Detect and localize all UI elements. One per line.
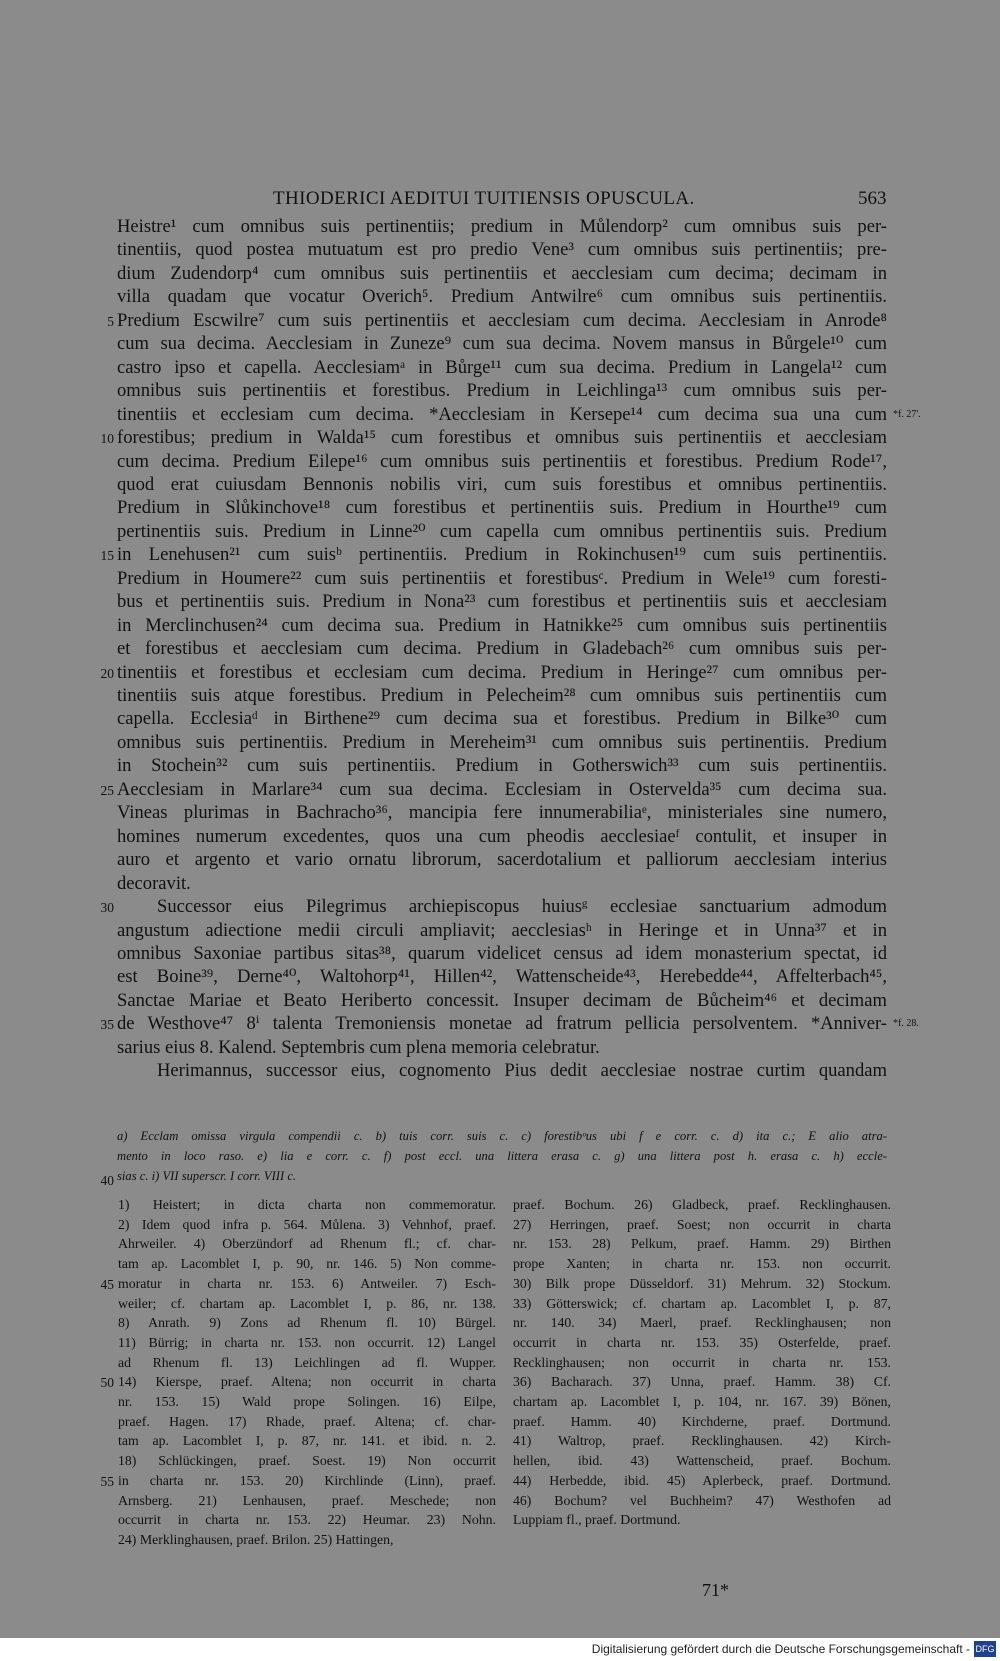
line-number: 35: [100, 1017, 114, 1033]
text-line: [0, 966, 1000, 989]
line-text: et forestibus et aecclesiam cum decima. Predium in Gladebach²⁶ cum omnibus suis per-: [117, 638, 887, 660]
text-line: [0, 263, 1000, 286]
line-text: Sanctae Mariae et Beato Heriberto concessit. Insuper decimam de Bůcheim⁴⁶ et decimam: [117, 989, 887, 1011]
line-text: villa quadam que vocatur Overich⁵. Predium Antwilre⁶ cum omnibus suis pertinentiis.: [117, 286, 887, 308]
line-text: angustum adiectione medii circuli ampliavit; aecclesiasʰ in Heringe et in Unna³⁷ et in: [117, 919, 887, 941]
footnote-line-right: [0, 1453, 1000, 1472]
line-text: sarius eius 8. Kalend. Septembris cum plena memoria celebratur.: [117, 1036, 600, 1058]
text-line: [0, 849, 1000, 872]
running-title: THIODERICI AEDITUI TUITIENSIS OPUSCULA.: [273, 188, 695, 209]
footnote-text: Arnsberg. 21) Lenhausen, praef. Meschede; non: [118, 1492, 496, 1508]
critical-note-text: mento in loco raso. e) lia e corr. c. f) post eccl. una littera erasa c. g) una littera post h. erasa c. h) eccle-: [117, 1149, 887, 1163]
footnote-line-right: [0, 1236, 1000, 1255]
text-line: [0, 380, 1000, 403]
footnote-text: 27) Herringen, praef. Soest; non occurrit in charta: [513, 1216, 891, 1232]
line-text: tinentiis, quod postea mutuatum est pro predio Vene³ cum omnibus suis pertinentiis; pre-: [117, 239, 887, 261]
line-text: in Stochein³² cum suis pertinentiis. Predium in Gotherswich³³ cum suis pertinentiis.: [117, 755, 887, 777]
text-line: [0, 1060, 1000, 1083]
text-line: [0, 521, 1000, 544]
line-text: pertinentiis suis. Predium in Linne²⁰ cum capella cum omnibus pertinentiis suis. Predium: [117, 520, 887, 542]
text-line: [0, 873, 1000, 896]
footnote-text: moratur in charta nr. 153. 6) Antweiler. 7) Esch-: [118, 1275, 496, 1291]
text-line: [0, 451, 1000, 474]
line-text: quod erat cuiusdam Bennonis nobilis viri, cum suis forestibus et omnibus pertinentiis.: [117, 473, 887, 495]
footnote-line-right: [0, 1473, 1000, 1492]
line-text: Vineas plurimas in Bachracho³⁶, mancipia fere innumerabiliaᵉ, ministeriales sine numero,: [117, 802, 887, 824]
footnote-text: Ahrweiler. 4) Oberzündorf ad Rhenum fl.; cf. char-: [118, 1236, 496, 1252]
footnote-text: 44) Herbedde, ibid. 45) Aplerbeck, praef. Dortmund.: [513, 1472, 891, 1488]
critical-note-line: [0, 1129, 1000, 1149]
dfg-logo: DFG: [974, 1641, 996, 1657]
footnote-text: occurrit in charta nr. 153. 35) Osterfelde, praef.: [513, 1334, 891, 1350]
text-line: [0, 333, 1000, 356]
text-line: [0, 732, 1000, 755]
line-text: dium Zudendorp⁴ cum omnibus suis pertinentiis et aecclesiam cum decima; decimam in: [117, 262, 887, 284]
footnote-line-right: [0, 1315, 1000, 1334]
text-line: [0, 216, 1000, 239]
footnote-text: nr. 153. 15) Wald prope Solingen. 16) Eilpe,: [118, 1394, 496, 1409]
footnote-text: 33) Götterswick; cf. chartam ap. Lacomblet I, p. 87,: [513, 1295, 891, 1311]
footnote-text: 46) Bochum? vel Buchheim? 47) Westhofen ad: [513, 1492, 891, 1508]
page-number: 563: [858, 188, 887, 209]
footnote-line-right: [0, 1296, 1000, 1315]
line-text: Aecclesiam in Marlare³⁴ cum sua decima. Ecclesiam in Ostervelda³⁵ cum decima sua.: [117, 778, 887, 800]
line-text: Predium Escwilre⁷ cum suis pertinentiis et aecclesiam cum decima. Aecclesiam in Anrode⁸: [117, 309, 887, 331]
footnote-text: chartam ap. Lacomblet I, p. 104, nr. 167. 39) Bönen,: [513, 1394, 891, 1409]
footnote-line-right: [0, 1276, 1000, 1295]
footer-bar: [0, 1638, 1000, 1661]
line-text: castro ipso et capella. Aecclesiamᵃ in Bůrge¹¹ cum sua decima. Predium in Langela¹² cum: [117, 356, 887, 378]
line-text: decoravit.: [117, 872, 191, 894]
line-text: omnibus suis pertinentiis. Predium in Mereheim³¹ cum omnibus suis pertinentiis. Predium: [117, 731, 887, 753]
text-line: [0, 779, 1000, 802]
line-text: Heistre¹ cum omnibus suis pertinentiis; predium in Můlendorp² cum omnibus suis per-: [117, 216, 887, 237]
critical-note-line: [0, 1149, 1000, 1169]
line-text: Herimannus, successor eius, cognomento Pius dedit aecclesiae nostrae curtim quandam: [157, 1060, 887, 1082]
line-text: tinentiis et ecclesiam cum decima. *Aecclesiam in Kersepe¹⁴ cum decima sua una cum: [117, 403, 887, 425]
line-text: tinentiis et forestibus et ecclesiam cum decima. Predium in Heringe²⁷ cum omnibus per-: [117, 661, 887, 683]
footnote-text: tam ap. Lacomblet I, p. 90, nr. 146. 5) Non comme-: [118, 1256, 496, 1272]
footnote-text: praef. Hagen. 17) Rhade, praef. Altena; cf. char-: [118, 1413, 496, 1429]
folio-margin-note: *f. 27'.: [893, 408, 921, 420]
line-text: de Westhove⁴⁷ 8ⁱ talenta Tremoniensis monetae ad fratrum pellicia persolventem. *Anniver-: [117, 1013, 887, 1035]
critical-note-text: a) Ecclam omissa virgula compendii c. b) tuis corr. suis c. c) forestibᵒus ubi f e corr. c. d) ita c.; E alio atra-: [117, 1129, 887, 1143]
line-number: 45: [100, 1276, 114, 1292]
text-line: [0, 943, 1000, 966]
signature-mark: 71*: [702, 1580, 729, 1600]
text-line: [0, 990, 1000, 1013]
footnote-line-right: [0, 1512, 1000, 1531]
page-header: [0, 188, 1000, 218]
text-line: [0, 357, 1000, 380]
text-line: [0, 591, 1000, 614]
footnote-text: 2) Idem quod infra p. 564. Můlena. 3) Vehnhof, praef.: [118, 1216, 496, 1232]
text-line: [0, 310, 1000, 333]
footnote-line-right: [0, 1355, 1000, 1374]
footnote-line-right: [0, 1493, 1000, 1512]
text-line: [0, 474, 1000, 497]
footnote-text: weiler; cf. chartam ap. Lacomblet I, p. 86, nr. 138.: [118, 1295, 496, 1311]
text-line: [0, 1037, 1000, 1060]
critical-note-text: sias c. i) VII superscr. I corr. VIII c.: [117, 1169, 297, 1183]
footnote-text: occurrit in charta nr. 153. 22) Heumar. 23) Nohn.: [118, 1512, 496, 1528]
footnote-text: Recklinghausen; non occurrit in charta nr. 153.: [513, 1354, 891, 1370]
footnote-line-right: [0, 1256, 1000, 1275]
footnote-text: 24) Merklinghausen, praef. Brilon. 25) Hattingen,: [118, 1531, 394, 1547]
line-text: capella. Ecclesiaᵈ in Birthene²⁹ cum decima sua et forestibus. Predium in Bilke³⁰ cum: [117, 708, 887, 730]
footnote-text: in charta nr. 153. 20) Kirchlinde (Linn), praef.: [118, 1472, 496, 1488]
text-line: [0, 802, 1000, 825]
footnote-text: tam ap. Lacomblet I, p. 87, nr. 141. et ibid. n. 2.: [118, 1433, 496, 1449]
line-text: cum decima. Predium Eilepe¹⁶ cum omnibus suis pertinentiis et forestibus. Predium Rode¹⁷,: [117, 450, 887, 472]
footnote-text: nr. 153. 28) Pelkum, praef. Hamm. 29) Birthen: [513, 1236, 891, 1252]
footnote-text: ad Rhenum fl. 13) Leichlingen ad fl. Wupper.: [118, 1354, 496, 1370]
footnote-text: nr. 140. 34) Maerl, praef. Recklinghausen; non: [513, 1315, 891, 1331]
text-line: [0, 427, 1000, 450]
footnote-text: praef. Hamm. 40) Kirchderne, praef. Dortmund.: [513, 1413, 891, 1429]
line-text: in Merclinchusen²⁴ cum decima sua. Predium in Hatnikke²⁵ cum omnibus suis pertinentiis: [117, 614, 887, 636]
footnote-line-right: [0, 1197, 1000, 1216]
footnote-line-right: [0, 1217, 1000, 1236]
line-text: in Lenehusen²¹ cum suisᵇ pertinentiis. Predium in Rokinchusen¹⁹ cum suis pertinentiis.: [117, 544, 887, 566]
text-line: [0, 568, 1000, 591]
text-line: [0, 497, 1000, 520]
text-line: [0, 708, 1000, 731]
line-number: 50: [100, 1375, 114, 1391]
line-number: 55: [100, 1473, 114, 1489]
line-text: Successor eius Pilegrimus archiepiscopus huiusᵍ ecclesiae sanctuarium admodum: [157, 896, 887, 918]
line-text: omnibus Saxoniae partibus sitas³⁸, quarum videlicet census ad idem monasterium spectat, id: [117, 942, 887, 964]
line-number: 40: [100, 1173, 114, 1188]
text-line: [0, 826, 1000, 849]
footnote-text: hellen, ibid. 43) Wattenscheid, praef. Bochum.: [513, 1453, 891, 1469]
line-text: tinentiis suis atque forestibus. Predium in Pelecheim²⁸ cum omnibus suis pertinentiis cum: [117, 685, 887, 706]
footnote-line-right: [0, 1394, 1000, 1413]
text-line: [0, 685, 1000, 708]
footnote-line-right: [0, 1433, 1000, 1452]
text-line: [0, 1013, 1000, 1036]
footnote-line-right: [0, 1335, 1000, 1354]
footnote-line-right: [0, 1414, 1000, 1433]
line-number: 10: [100, 431, 114, 447]
footnote-text: prope Xanten; in charta nr. 153. non occurrit.: [513, 1256, 891, 1272]
line-text: omnibus suis pertinentiis et forestibus. Predium in Leichlinga¹³ cum omnibus suis per-: [117, 380, 887, 402]
footnote-text: 1) Heistert; in dicta charta non commemoratur.: [118, 1197, 496, 1212]
line-text: forestibus; predium in Walda¹⁵ cum forestibus et omnibus suis pertinentiis et aecclesiam: [117, 427, 887, 449]
text-line: [0, 638, 1000, 661]
folio-margin-note: *f. 28.: [893, 1018, 919, 1030]
footnote-text: 8) Anrath. 9) Zons ad Rhenum fl. 10) Bürgel.: [118, 1315, 496, 1331]
text-line: [0, 896, 1000, 919]
line-text: Predium in Houmere²² cum suis pertinentiis et forestibusᶜ. Predium in Wele¹⁹ cum foresti-: [117, 567, 887, 589]
footnote-text: 18) Schlückingen, praef. Soest. 19) Non occurrit: [118, 1453, 496, 1469]
line-number: 5: [107, 313, 114, 329]
text-line: [0, 662, 1000, 685]
line-number: 25: [100, 782, 114, 798]
text-line: [0, 404, 1000, 427]
line-text: est Boine³⁹, Derne⁴⁰, Waltohorp⁴¹, Hillen⁴², Wattenscheide⁴³, Herebedde⁴⁴, Affelterbach⁴⁵,: [117, 966, 887, 988]
line-text: Predium in Slůkinchove¹⁸ cum forestibus et pertinentiis suis. Predium in Hourthe¹⁹ cum: [117, 497, 887, 519]
line-number: 15: [100, 548, 114, 564]
text-line: [0, 755, 1000, 778]
footnote-text: 14) Kierspe, praef. Altena; non occurrit in charta: [118, 1374, 496, 1390]
footnote-text: Luppiam fl., praef. Dortmund.: [513, 1512, 681, 1528]
text-line: [0, 286, 1000, 309]
footnote-text: praef. Bochum. 26) Gladbeck, praef. Recklinghausen.: [513, 1197, 891, 1212]
footnote-line-left: [0, 1532, 1000, 1551]
footnote-text: 30) Bilk prope Düsseldorf. 31) Mehrum. 32) Stockum.: [513, 1275, 891, 1291]
footnote-line-right: [0, 1374, 1000, 1393]
text-line: [0, 544, 1000, 567]
line-text: auro et argento et vario ornatu librorum, sacerdotalium et palliorum aecclesiam interius: [117, 849, 887, 871]
footnote-text: 41) Waltrop, praef. Recklinghausen. 42) Kirch-: [513, 1433, 891, 1449]
line-text: homines numerum excedentes, quos una cum pheodis aecclesiaeᶠ contulit, et insuper in: [117, 825, 887, 847]
line-text: bus et pertinentiis suis. Predium in Nona²³ cum forestibus et pertinentiis suis et aecclesiam: [117, 591, 887, 613]
line-text: cum sua decima. Aecclesiam in Zuneze⁹ cum sua decima. Novem mansus in Bůrgele¹⁰ cum: [117, 333, 887, 355]
footer-credit: Digitalisierung gefördert durch die Deutsche Forschungsgemeinschaft -: [591, 1642, 970, 1656]
text-line: [0, 920, 1000, 943]
footnote-text: 11) Bürrig; in charta nr. 153. non occurrit. 12) Langel: [118, 1334, 496, 1350]
text-line: [0, 239, 1000, 262]
footnote-text: 36) Bacharach. 37) Unna, praef. Hamm. 38) Cf.: [513, 1374, 891, 1390]
critical-note-line: [0, 1169, 1000, 1189]
line-number: 20: [100, 665, 114, 681]
line-number: 30: [100, 900, 114, 916]
text-line: [0, 615, 1000, 638]
